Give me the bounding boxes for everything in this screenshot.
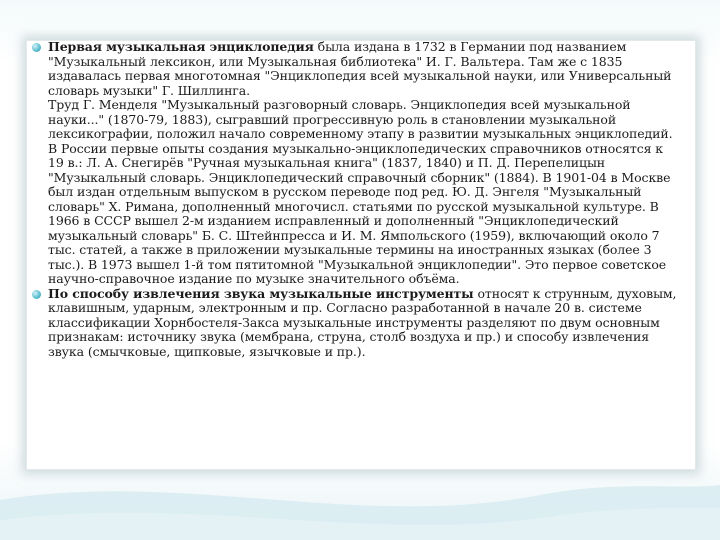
bold-lead: Первая музыкальная энциклопедия [48,39,314,54]
paragraph-text: В России первые опыты создания музыкально-энциклопедических справочников относятся к 19 в.: Л. А. Снегирёв "Ручная музыкальная книга" (1837, 1840) и П. Д. Перепелицын "Музыкальный словарь. Энциклопедический справочный сборник" (1884). В 1901-04 в Москве был издан отдельным выпуском в русском переводе под ред. Ю. Д. Энгеля "Музыкальный словарь" Х. Римана, дополненный многочисл. статьями по русской музыкальной культуре. В 1966 в СССР вышел 2-м изданием исправленный и дополненный "Энциклопедический музыкальный словарь" Б. С. Штейнпресса и И. М. Ямпольского (1959), включающий около 7 тыс. статей, а также в приложении музыкальные термины на иностранных языках (более 3 тыс.). В 1973 вышел 1-й том пятитомной "Музыкальной энциклопедии". Это первое советское научно-справочное издание по музыке значительного объёма. [48,140,671,286]
paragraph-text: Труд Г. Менделя "Музыкальный разговорный словарь. Энциклопедия всей музыкальной науки..." (1870-79, 1883), сыгравший прогрессивную роль в становлении музыкальной лексикографии, положил начало современному этапу в развитии музыкальных энциклопедий. [48,97,673,141]
paragraph [48,142,678,287]
bullet-item-instruments [32,287,678,360]
slide-content [32,40,678,359]
background-wave [0,460,720,540]
bullet-icon [32,43,41,52]
bold-lead: По способу извлечения звука музыкальные инструменты [48,285,474,301]
paragraph [48,40,678,98]
paragraph-text: была издана в 1732 в Германии под названием "Музыкальный лексикон, или Музыкальная библиотека" И. Г. Вальтера. Там же с 1835 издавалась первая многотомная "Энциклопедия всей музыкальной науки, или Универсальный словарь музыки" Г. Шиллинга. [48,39,672,98]
bullet-item-encyclopedia [32,40,678,287]
paragraph [48,98,678,142]
paragraph-text: относят к струнным, духовым, клавишным, ударным, электронным и пр. Согласно разработанной в начале 20 в. системе классификации Хорнбостеля-Закса музыкальные инструменты разделяют по двум основным признакам: источнику звука (мембрана, струна, столб воздуха и пр.) и способу извлечения звука (смычковые, щипковые, язычковые и пр.). [48,285,677,359]
paragraph [48,287,678,360]
bullet-icon [32,290,41,299]
